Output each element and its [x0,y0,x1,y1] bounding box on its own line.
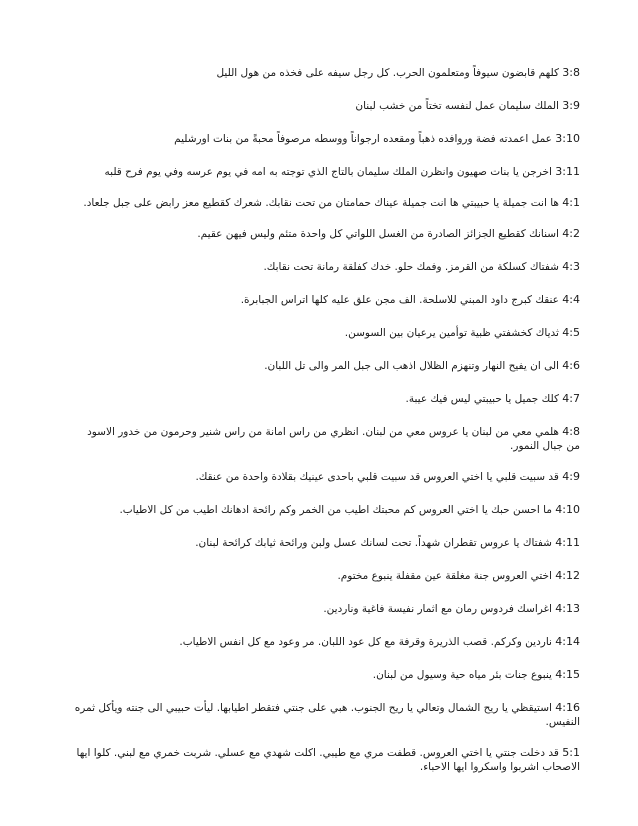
verse-text: الملك سليمان عمل لنفسه تختاً من خشب لبنان [355,100,559,112]
verse-text: اخرجن يا بنات صهيون وانظرن الملك سليمان بالتاج الذي توجته به امه في يوم عرسه وفي يوم فرح قلبه [104,166,552,178]
verse-reference: 5:1 [562,746,580,759]
verse-reference: 4:13 [555,602,580,615]
verse-3-8 [74,66,580,80]
verse-text: اسنانك كقطيع الجزائز الصادرة من الغسل اللواتي كل واحدة متئم وليس فيهن عقيم. [197,228,559,240]
verse-4-12 [74,569,580,583]
verse-text: ينبوع جنات بئر مياه حية وسيول من لبنان. [372,669,552,681]
verse-4-1 [74,196,580,210]
verse-reference: 4:14 [555,635,580,648]
verse-4-9 [74,470,580,484]
verse-4-15 [74,668,580,682]
verse-reference: 3:11 [555,165,580,178]
verse-text: كلك جميل يا حبيبتي ليس فيك عيبة. [405,393,559,405]
verse-4-4 [74,293,580,307]
verse-3-11 [74,165,580,179]
verse-reference: 4:15 [555,668,580,681]
verse-4-11 [74,536,580,550]
verse-text: الى ان يفيح النهار وتنهزم الظلال اذهب الى جبل المر والى تل اللبان. [264,360,559,372]
verse-5-1 [74,746,580,774]
verse-reference: 4:5 [562,326,580,339]
verse-text: استيقظي يا ريح الشمال وتعالي يا ريح الجنوب. هبي على جنتي فتقطر اطيابها. ليأت حبيبي الى جنته ويأكل ثمره النفيس. [74,702,580,728]
verse-3-10 [74,132,580,146]
verse-text: هلمي معي من لبنان يا عروس معي من لبنان. انظري من راس امانة من راس شنير وحرمون من خدور الاسود من جبال النمور. [87,426,580,452]
verse-text: شفتاك يا عروس تقطران شهداً. تحت لسانك عسل ولبن ورائحة ثيابك كرائحة لبنان. [195,537,552,549]
verse-reference: 4:1 [562,196,580,209]
verse-text: اغراسك فردوس رمان مع اثمار نفيسة فاغية وناردين. [323,603,552,615]
verse-reference: 4:16 [555,701,580,714]
verse-text: ناردين وكركم. قصب الذريرة وقرفة مع كل عود اللبان. مر وعود مع كل انفس الاطياب. [179,636,552,648]
verse-reference: 3:8 [562,66,580,79]
verse-text: شفتاك كسلكة من القرمز. وفمك حلو. خدك كفلقة رمانة تحت نقابك. [263,261,559,273]
verse-reference: 3:9 [562,99,580,112]
verse-text: قد سبيت قلبي يا اختي العروس قد سبيت قلبي باحدى عينيك بقلادة واحدة من عنقك. [195,471,559,483]
verse-text: كلهم قابضون سيوفاً ومتعلمون الحرب. كل رجل سيفه على فخذه من هول الليل [216,67,559,79]
verse-reference: 4:3 [562,260,580,273]
verse-4-5 [74,326,580,340]
verse-text: ما احسن حبك يا اختي العروس كم محبتك اطيب من الخمر وكم رائحة ادهانك اطيب من كل الاطياب. [119,504,552,516]
verse-4-13 [74,602,580,616]
verse-4-8 [74,425,580,453]
verse-text: عمل اعمدته فضة وروافده ذهباً ومقعده ارجواناً ووسطه مرصوفاً محبةً من بنات اورشليم [174,133,552,145]
verse-4-7 [74,392,580,406]
verse-reference: 4:7 [562,392,580,405]
verse-reference: 4:12 [555,569,580,582]
verse-reference: 4:6 [562,359,580,372]
verse-reference: 4:9 [562,470,580,483]
verse-text: ثدياك كخشفتي ظبية توأمين يرعيان بين السوسن. [344,327,559,339]
verse-4-2 [74,227,580,241]
verse-text: قد دخلت جنتي يا اختي العروس. قطفت مري مع طيبي. اكلت شهدي مع عسلي. شربت خمري مع لبني. كلوا ايها الاصحاب اشربوا واسكروا ايها الاحباء. [76,747,580,773]
verse-reference: 4:11 [555,536,580,549]
verse-text: اختي العروس جنة مغلقة عين مقفلة ينبوع مختوم. [337,570,552,582]
verse-reference: 4:8 [562,425,580,438]
verse-4-10 [74,503,580,517]
verse-4-14 [74,635,580,649]
verse-4-3 [74,260,580,274]
verse-4-16 [74,701,580,729]
verse-text: ها انت جميلة يا حبيبتي ها انت جميلة عيناك حمامتان من تحت نقابك. شعرك كقطيع معز رابض على جبل جلعاد. [83,197,559,209]
verse-text: عنقك كبرج داود المبني للاسلحة. الف مجن علق عليه كلها اتراس الجبابرة. [240,294,559,306]
verse-reference: 4:10 [555,503,580,516]
verse-reference: 4:4 [562,293,580,306]
verse-4-6 [74,359,580,373]
verse-reference: 4:2 [562,227,580,240]
verse-3-9 [74,99,580,113]
verse-reference: 3:10 [555,132,580,145]
